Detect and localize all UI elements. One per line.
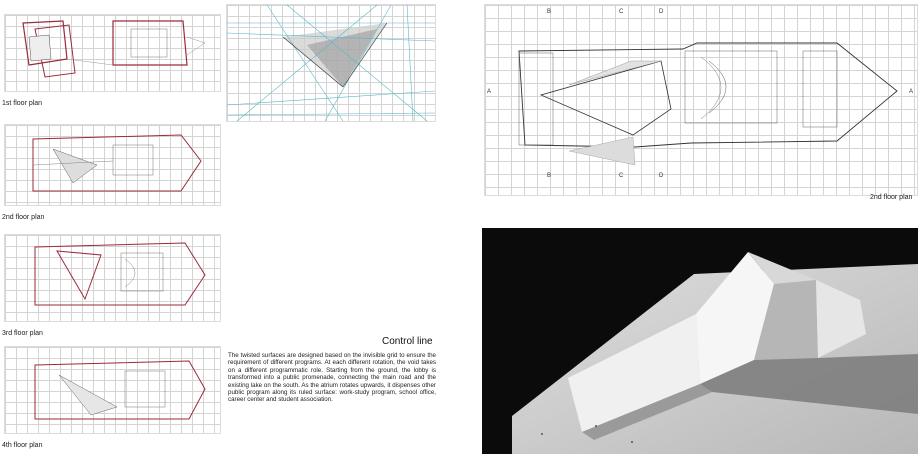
floor2-caption: 2nd floor plan [2, 214, 45, 221]
main-plan-panel [484, 4, 918, 196]
main-plan-caption: 2nd floor plan [870, 194, 913, 201]
floor1-plan-panel [4, 14, 221, 92]
section-mark-c-bottom: C [619, 173, 624, 179]
control-line-diagram [226, 4, 436, 122]
floor4-plan-drawing [5, 347, 220, 433]
control-line-drawing [227, 5, 435, 121]
floor1-plan-drawing [5, 15, 220, 91]
floor3-plan-drawing [5, 235, 220, 321]
floor4-caption: 4th floor plan [2, 442, 43, 449]
floor3-caption: 3rd floor plan [2, 330, 43, 337]
section-mark-d-bottom: D [659, 173, 664, 179]
main-plan-drawing [485, 5, 917, 195]
model-photo [482, 228, 918, 454]
floor1-caption: 1st floor plan [2, 100, 43, 107]
floor4-plan-panel [4, 346, 221, 434]
section-mark-b-bottom: B [547, 173, 552, 179]
section-mark-a-right: A [909, 89, 914, 95]
section-mark-d-top: D [659, 9, 664, 15]
section-mark-c-top: C [619, 9, 624, 15]
control-line-title: Control line [382, 336, 433, 347]
floor2-plan-panel [4, 124, 221, 206]
control-line-body: The twisted surfaces are designed based on the invisible grid to ensure the requirement of different programs. At each different rotation, the void takes on a different programmatic role. Starting from the ground, the lobby is transformed into a public promenade, connecting the main road and the existing lake on the south. As the atrium rotates upwards, it dispenses other public program along its ruled surface: work-study program, school office, career center and student association. [228, 352, 436, 404]
floor3-plan-panel [4, 234, 221, 322]
section-mark-b-top: B [547, 9, 552, 15]
model-render [482, 228, 918, 454]
section-mark-a-left: A [487, 89, 492, 95]
floor2-plan-drawing [5, 125, 220, 205]
